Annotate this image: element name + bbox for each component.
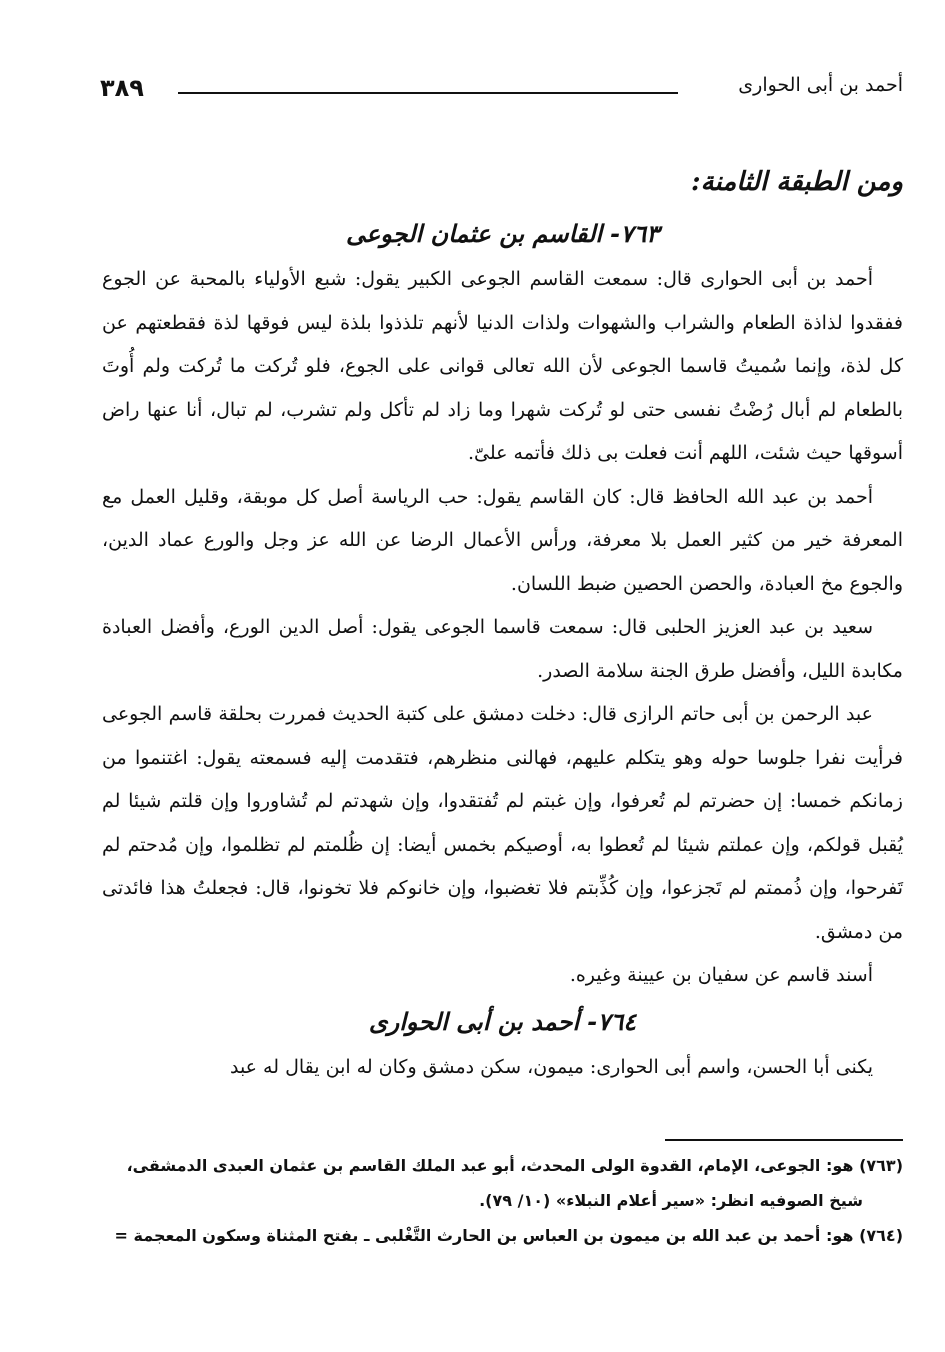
paragraph: يكنى أبا الحسن، واسم أبى الحوارى: ميمون، سكن دمشق وكان له ابن يقال له عبد xyxy=(229,1055,873,1078)
paragraph: سعيد بن عبد العزيز الحلبى قال: سمعت قاسما الجوعى يقول: أصل الدين الورع، وأفضل العبادة مكابدة الليل، وأفضل طرق الجنة سلامة الصدر. xyxy=(102,616,903,682)
entry-heading-763: ٧٦٣- القاسم بن عثمان الجوعى xyxy=(345,220,660,248)
footnote-rule xyxy=(665,1139,903,1141)
running-header xyxy=(100,74,903,108)
main-text xyxy=(102,160,903,1089)
paragraph: أحمد بن أبى الحوارى قال: سمعت القاسم الجوعى الكبير يقول: شبع الأولياء بالمحبة عن الجوع ففقدوا لذاذة الطعام والشراب والشهوات ولذات الدنيا لأنهم تلذذوا بلذة ليس فوقها لذة فقطعتهم عن كل لذة، وإنما سُميتُ قاسما الجوعى لأن الله تعالى قوانى على الجوع، فلو تُركت ما تُركت ولم أُوتَ بالطعام لم أبال رُضْتُ نفسى حتى لو تُركت شهرا وما زاد لم تأكل ولم تشرب، لم تبال، أنا عنها راض أسوقها حيث شئت، اللهم أنت فعلت بى ذلك فأتمه علىّ. xyxy=(102,268,903,464)
footnote: (٧٦٣) هو: الجوعى، الإمام، القدوة الولى المحدث، أبو عبد الملك القاسم بن عثمان العبدى الدمشقى، xyxy=(126,1156,903,1175)
paragraph: أحمد بن عبد الله الحافظ قال: كان القاسم يقول: حب الرياسة أصل كل موبقة، وقليل العمل مع المعرفة خير من كثير العمل بلا معرفة، ورأس الأعمال الرضا عن الله عز وجل والورع عماد الدين، والجوع مخ العبادة، والحصن الحصين ضبط اللسان. xyxy=(102,485,903,595)
header-rule xyxy=(178,92,678,94)
footnote: (٧٦٤) هو: أحمد بن عبد الله بن ميمون بن العباس بن الحارث التَّغْلبى ـ بفتح المثناة وسكون المعجمة = xyxy=(114,1226,903,1245)
entry-heading-764: ٧٦٤- أحمد بن أبى الحوارى xyxy=(368,1007,637,1036)
footnote-continuation: شيخ الصوفيه انظر: «سير أعلام النبلاء» (١٠/ ٧٩). xyxy=(479,1191,863,1210)
section-title: ومن الطبقة الثامنة: xyxy=(690,167,903,197)
paragraph: عبد الرحمن بن أبى حاتم الرازى قال: دخلت دمشق على كتبة الحديث فمررت بحلقة قاسم الجوعى فرأيت نفرا جلوسا حوله وهو يتكلم عليهم، فهالنى منظرهم، فتقدمت إليه فسمعته يقول: اغتنموا من زمانكم خمسا: إن حضرتم لم تُعرفوا، وإن غبتم لم تُفتقدوا، وإن شهدتم لم تُشاوروا وإن قلتم شيئا لم يُقبل قولكم، وإن عملتم شيئا لم تُعطوا به، أوصيكم بخمس أيضا: إن ظُلمتم لم تظلموا، وإن مُدحتم لم تَفرحوا، وإن ذُممتم لم تَجزعوا، وإن كُذِّبتم فلا تغضبوا، وإن خانوكم فلا تخونوا، قال: فجعلتُ هذا فائدتى من دمشق. xyxy=(102,703,903,943)
page-number: ٣٨٩ xyxy=(100,74,144,102)
footnotes xyxy=(102,1148,903,1253)
running-title: أحمد بن أبى الحوارى xyxy=(738,74,903,96)
paragraph: أسند قاسم عن سفيان بن عيينة وغيره. xyxy=(569,964,873,986)
